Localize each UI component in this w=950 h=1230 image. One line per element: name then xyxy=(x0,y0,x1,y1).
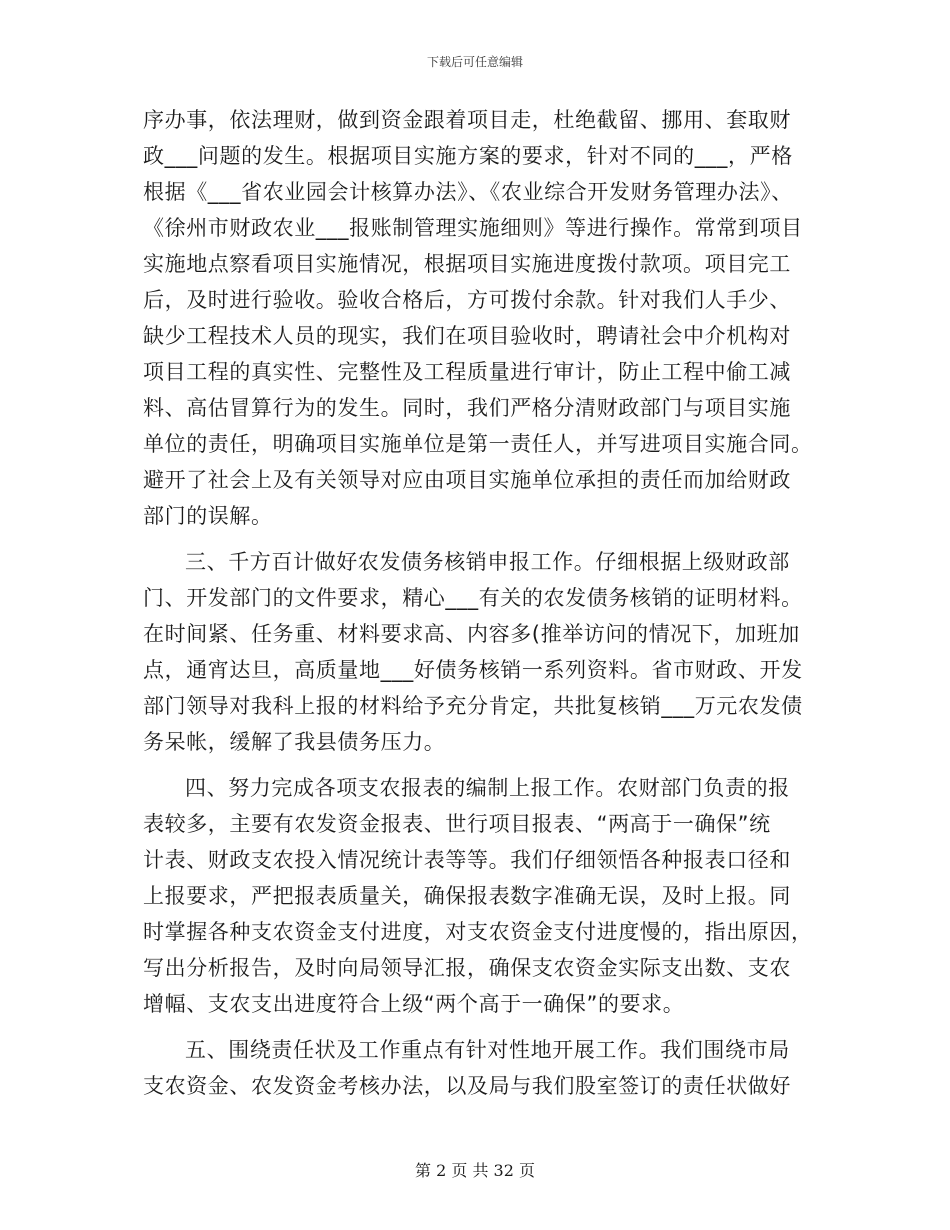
paragraph-first-line: 四、努力完成各项支农报表的编制上报工作。农财部门负责的报 xyxy=(185,776,790,800)
text-line: 时掌握各种支农资金支付进度，对支农资金支付进度慢的，指出原因， xyxy=(143,920,813,944)
text-line: 缺少工程技术人员的现实，我们在项目验收时，聘请社会中介机构对 xyxy=(143,324,791,348)
text-line: 避开了社会上及有关领导对应由项目实施单位承担的责任而加给财政 xyxy=(143,468,791,492)
text-line: 在时间紧、任务重、材料要求高、内容多(推举访问的情况下，加班加 xyxy=(143,622,800,646)
text-line: 上报要求，严把报表质量关，确保报表数字准确无误，及时上报。同 xyxy=(143,884,791,908)
text-line: 序办事，依法理财，做到资金跟着项目走，杜绝截留、挪用、套取财 xyxy=(143,108,791,132)
text-line: 表较多，主要有农发资金报表、世行项目报表、“两高于一确保”统 xyxy=(143,812,771,836)
text-line: 根据《___省农业园会计核算办法》、《农业综合开发财务管理办法》、 xyxy=(143,180,793,204)
page-header: 下载后可任意编辑 xyxy=(426,55,523,69)
text-line: 政___问题的发生。根据项目实施方案的要求，针对不同的___，严格 xyxy=(143,144,793,168)
text-line: 务呆帐，缓解了我县债务压力。 xyxy=(143,730,446,754)
paragraph-first-line: 五、围绕责任状及工作重点有针对性地开展工作。我们围绕市局 xyxy=(185,1038,790,1062)
page-number: 第 2 页 共 32 页 xyxy=(415,1161,535,1180)
text-line: 项目工程的真实性、完整性及工程质量进行审计，防止工程中偷工减 xyxy=(143,360,791,384)
text-line: 料、高估冒算行为的发生。同时，我们严格分清财政部门与项目实施 xyxy=(143,396,791,420)
text-line: 支农资金、农发资金考核办法，以及局与我们股室签订的责任状做好 xyxy=(143,1074,791,1098)
text-line: 增幅、支农支出进度符合上级“两个高于一确保”的要求。 xyxy=(143,992,685,1016)
text-line: 门、开发部门的文件要求，精心___有关的农发债务核销的证明材料。 xyxy=(143,586,803,610)
text-line: 点，通宵达旦，高质量地___好债务核销一系列资料。省市财政、开发 xyxy=(143,658,803,682)
text-line: 写出分析报告，及时向局领导汇报，确保支农资金实际支出数、支农 xyxy=(143,956,791,980)
text-line: 计表、财政支农投入情况统计表等等。我们仔细领悟各种报表口径和 xyxy=(143,848,791,872)
text-line: 部门的误解。 xyxy=(143,504,273,528)
text-line: 《徐州市财政农业___报账制管理实施细则》等进行操作。常常到项目 xyxy=(143,216,803,240)
text-line: 部门领导对我科上报的材料给予充分肯定，共批复核销___万元农发债 xyxy=(143,694,803,718)
text-line: 后，及时进行验收。验收合格后，方可拨付余款。针对我们人手少、 xyxy=(143,288,791,312)
text-line: 实施地点察看项目实施情况，根据项目实施进度拨付款项。项目完工 xyxy=(143,252,791,276)
paragraph-first-line: 三、千方百计做好农发债务核销申报工作。仔细根据上级财政部 xyxy=(185,550,790,574)
text-line: 单位的责任，明确项目实施单位是第一责任人，并写进项目实施合同。 xyxy=(143,432,813,456)
